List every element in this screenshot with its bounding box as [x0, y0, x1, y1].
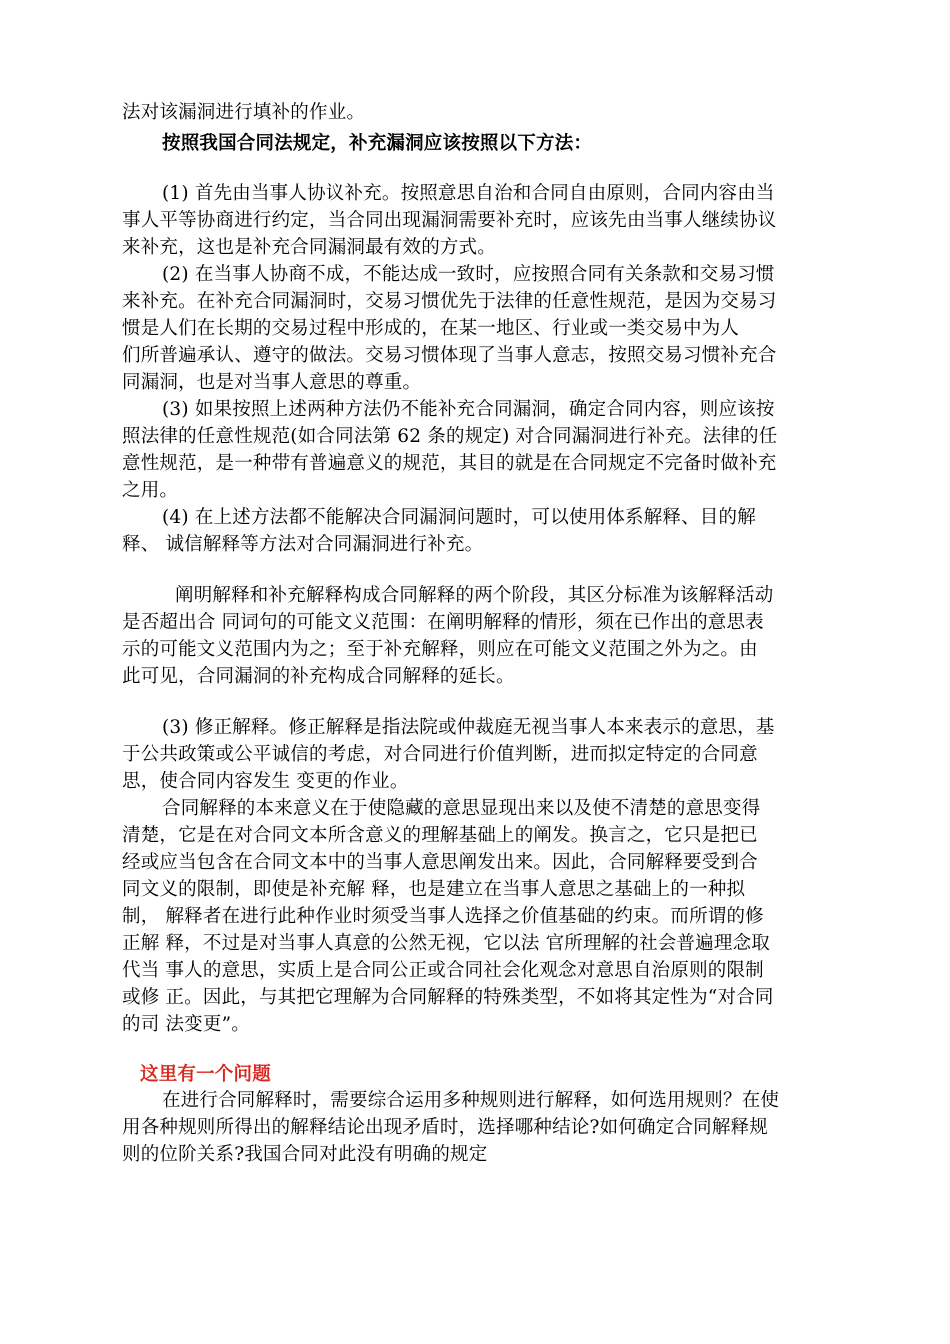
section-heading: 按照我国合同法规定，补充漏洞应该按照以下方法：: [162, 133, 593, 154]
text-line: 来补充。在补充合同漏洞时，交易习惯优先于法律的任意性规范，是因为交易习: [122, 291, 777, 312]
text-line: 于公共政策或公平诚信的考虑，对合同进行价值判断，进而拟定特定的合同意: [122, 744, 758, 765]
text-line: 们所普遍承认、遵守的做法。交易习惯体现了当事人意志，按照交易习惯补充合: [122, 345, 777, 366]
text-line: 用各种规则所得出的解释结论出现矛盾时，选择哪种结论?如何确定合同解释规: [122, 1117, 768, 1138]
text-line: 意性规范，是一种带有普遍意义的规范，其目的就是在合同规定不完备时做补充: [122, 453, 777, 474]
text-line: 在进行合同解释时，需要综合运用多种规则进行解释，如何选用规则？在使: [162, 1090, 780, 1111]
text-line: 代当 事人的意思，实质上是合同公正或合同社会化观念对意思自治原则的限制: [122, 960, 764, 981]
text-line: 则的位阶关系?我国合同对此没有明确的规定: [122, 1144, 488, 1165]
text-line: 制， 解释者在进行此种作业时须受当事人选择之价值基础的约束。而所谓的修: [122, 906, 764, 927]
text-line: 的司 法变更”。: [122, 1014, 250, 1035]
text-line: 同文义的限制，即使是补充解 释，也是建立在当事人意思之基础上的一种拟: [122, 879, 746, 900]
text-line: 正解 释，不过是对当事人真意的公然无视，它以法 官所理解的社会普遍理念取: [122, 933, 770, 954]
text-line: (4) 在上述方法都不能解决合同漏洞问题时，可以使用体系解释、目的解: [162, 507, 756, 528]
question-heading: 这里有一个问题: [140, 1064, 271, 1085]
text-line: 是否超出合 同词句的可能文义范围：在阐明解释的情形，须在已作出的意思表: [122, 612, 764, 633]
text-line: 示的可能文义范围内为之；至于补充解释，则应在可能文义范围之外为之。由: [122, 639, 758, 660]
text-line: 来补充，这也是补充合同漏洞最有效的方式。: [122, 237, 497, 258]
text-line: 此可见，合同漏洞的补充构成合同解释的延长。: [122, 666, 515, 687]
text-line: (3) 修正解释。修正解释是指法院或仲裁庭无视当事人本来表示的意思，基: [162, 717, 775, 738]
text-line: 之用。: [122, 480, 179, 501]
text-line: 同漏洞，也是对当事人意思的尊重。: [122, 372, 422, 393]
text-line: 释、 诚信解释等方法对合同漏洞进行补充。: [122, 534, 484, 555]
text-line: 清楚，它是在对合同文本所含意义的理解基础上的阐发。换言之，它只是把已: [122, 825, 758, 846]
text-line: 惯是人们在长期的交易过程中形成的，在某一地区、行业或一类交易中为人: [122, 318, 740, 339]
text-line: 照法律的任意性规范(如合同法第 62 条的规定) 对合同漏洞进行补充。法律的任: [122, 426, 778, 447]
text-line: (3) 如果按照上述两种方法仍不能补充合同漏洞，确定合同内容，则应该按: [162, 399, 775, 420]
text-line: 经或应当包含在合同文本中的当事人意思阐发出来。因此，合同解释要受到合: [122, 852, 758, 873]
text-line: (1) 首先由当事人协议补充。按照意思自治和合同自由原则，合同内容由当: [162, 183, 775, 204]
text-line: 事人平等协商进行约定，当合同出现漏洞需要补充时，应该先由当事人继续协议: [122, 210, 777, 231]
text-line: (2) 在当事人协商不成，不能达成一致时，应按照合同有关条款和交易习惯: [162, 264, 775, 285]
text-line: 思，使合同内容发生 变更的作业。: [122, 771, 409, 792]
text-line: 或修 正。因此，与其把它理解为合同解释的特殊类型，不如将其定性为“对合同: [122, 987, 774, 1008]
text-line: 阐明解释和补充解释构成合同解释的两个阶段，其区分标准为该解释活动: [175, 585, 774, 606]
text-line: 合同解释的本来意义在于使隐藏的意思显现出来以及使不清楚的意思变得: [162, 798, 761, 819]
text-line: 法对该漏洞进行填补的作业。: [122, 102, 366, 123]
